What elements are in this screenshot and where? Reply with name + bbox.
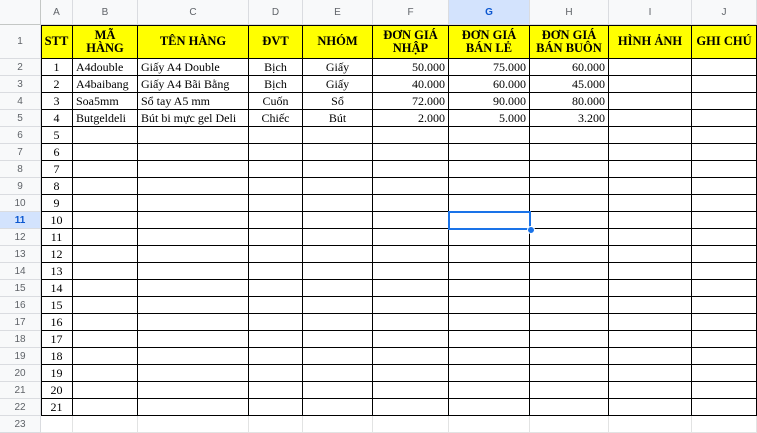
cell-h6[interactable] [530,127,609,144]
cell-b18[interactable] [73,331,138,348]
row-header-22[interactable]: 22 [0,399,41,416]
cell-e2[interactable]: Giấy [303,59,373,76]
cell-e21[interactable] [303,382,373,399]
cell-f2[interactable]: 50.000 [373,59,449,76]
cell-j9[interactable] [692,178,757,195]
cell-g6[interactable] [449,127,530,144]
cell-h16[interactable] [530,297,609,314]
cell-g11[interactable] [449,212,530,229]
cell-b10[interactable] [73,195,138,212]
cell-j18[interactable] [692,331,757,348]
cell-f7[interactable] [373,144,449,161]
cell-c7[interactable] [138,144,249,161]
cell-c21[interactable] [138,382,249,399]
cell-j16[interactable] [692,297,757,314]
header-cell-i[interactable]: HÌNH ẢNH [609,25,692,59]
cell-j20[interactable] [692,365,757,382]
cell-b5[interactable]: Butgeldeli [73,110,138,127]
cell-h10[interactable] [530,195,609,212]
cell-d12[interactable] [249,229,303,246]
cell-d15[interactable] [249,280,303,297]
row-header-5[interactable]: 5 [0,110,41,127]
row-header-17[interactable]: 17 [0,314,41,331]
cell-f23[interactable] [373,416,449,433]
cell-d17[interactable] [249,314,303,331]
row-header-4[interactable]: 4 [0,93,41,110]
cell-b15[interactable] [73,280,138,297]
row-header-15[interactable]: 15 [0,280,41,297]
cell-h2[interactable]: 60.000 [530,59,609,76]
row-header-6[interactable]: 6 [0,127,41,144]
cell-e22[interactable] [303,399,373,416]
cell-f19[interactable] [373,348,449,365]
cell-c12[interactable] [138,229,249,246]
row-header-9[interactable]: 9 [0,178,41,195]
cell-f5[interactable]: 2.000 [373,110,449,127]
column-header-g[interactable]: G [449,0,530,25]
cell-g20[interactable] [449,365,530,382]
cell-a15[interactable]: 14 [41,280,73,297]
cell-h23[interactable] [530,416,609,433]
cell-c5[interactable]: Bút bi mực gel Deli [138,110,249,127]
cell-d14[interactable] [249,263,303,280]
cell-i11[interactable] [609,212,692,229]
cell-b22[interactable] [73,399,138,416]
cell-f6[interactable] [373,127,449,144]
cell-a10[interactable]: 9 [41,195,73,212]
cell-c9[interactable] [138,178,249,195]
cell-e16[interactable] [303,297,373,314]
cell-f22[interactable] [373,399,449,416]
row-header-13[interactable]: 13 [0,246,41,263]
cell-a20[interactable]: 19 [41,365,73,382]
cell-b23[interactable] [73,416,138,433]
cell-h14[interactable] [530,263,609,280]
cell-g15[interactable] [449,280,530,297]
cell-b13[interactable] [73,246,138,263]
header-cell-h[interactable]: ĐƠN GIÁ BÁN BUÔN [530,25,609,59]
header-cell-j[interactable]: GHI CHÚ [692,25,757,59]
cell-e20[interactable] [303,365,373,382]
cell-i20[interactable] [609,365,692,382]
cell-d10[interactable] [249,195,303,212]
cell-g2[interactable]: 75.000 [449,59,530,76]
cell-g8[interactable] [449,161,530,178]
cell-i13[interactable] [609,246,692,263]
cell-f4[interactable]: 72.000 [373,93,449,110]
cell-i21[interactable] [609,382,692,399]
row-header-14[interactable]: 14 [0,263,41,280]
cell-a2[interactable]: 1 [41,59,73,76]
column-header-d[interactable]: D [249,0,303,25]
cell-c19[interactable] [138,348,249,365]
cell-g13[interactable] [449,246,530,263]
row-header-16[interactable]: 16 [0,297,41,314]
row-header-20[interactable]: 20 [0,365,41,382]
column-header-j[interactable]: J [692,0,757,25]
row-header-18[interactable]: 18 [0,331,41,348]
cell-f15[interactable] [373,280,449,297]
cell-a22[interactable]: 21 [41,399,73,416]
cell-e10[interactable] [303,195,373,212]
table-top-border [41,25,757,26]
cell-c10[interactable] [138,195,249,212]
cell-f14[interactable] [373,263,449,280]
cell-e3[interactable]: Giấy [303,76,373,93]
cell-j8[interactable] [692,161,757,178]
cell-a3[interactable]: 2 [41,76,73,93]
cell-d3[interactable]: Bịch [249,76,303,93]
cell-e23[interactable] [303,416,373,433]
cell-h12[interactable] [530,229,609,246]
cell-f9[interactable] [373,178,449,195]
header-cell-b[interactable]: MÃ HÀNG [73,25,138,59]
header-cell-f[interactable]: ĐƠN GIÁ NHẬP [373,25,449,59]
cell-g12[interactable] [449,229,530,246]
cell-b6[interactable] [73,127,138,144]
row-header-12[interactable]: 12 [0,229,41,246]
header-cell-a[interactable]: STT [41,25,73,59]
cell-h4[interactable]: 80.000 [530,93,609,110]
cell-b21[interactable] [73,382,138,399]
cell-j14[interactable] [692,263,757,280]
cell-f18[interactable] [373,331,449,348]
column-header-b[interactable]: B [73,0,138,25]
cell-d23[interactable] [249,416,303,433]
cell-d20[interactable] [249,365,303,382]
cell-c15[interactable] [138,280,249,297]
row-header-7[interactable]: 7 [0,144,41,161]
cell-d9[interactable] [249,178,303,195]
cell-c16[interactable] [138,297,249,314]
cell-e15[interactable] [303,280,373,297]
cell-g3[interactable]: 60.000 [449,76,530,93]
cell-c8[interactable] [138,161,249,178]
select-all-corner[interactable] [0,0,41,25]
cell-j19[interactable] [692,348,757,365]
cell-a19[interactable]: 18 [41,348,73,365]
cell-i22[interactable] [609,399,692,416]
cell-b9[interactable] [73,178,138,195]
cell-h15[interactable] [530,280,609,297]
cell-c3[interactable]: Giấy A4 Bãi Bằng [138,76,249,93]
cell-b12[interactable] [73,229,138,246]
cell-f10[interactable] [373,195,449,212]
cell-i10[interactable] [609,195,692,212]
cell-j2[interactable] [692,59,757,76]
cell-g10[interactable] [449,195,530,212]
cell-h18[interactable] [530,331,609,348]
cell-f3[interactable]: 40.000 [373,76,449,93]
cell-c6[interactable] [138,127,249,144]
cell-f8[interactable] [373,161,449,178]
cell-i4[interactable] [609,93,692,110]
cell-e11[interactable] [303,212,373,229]
cell-b4[interactable]: Soa5mm [73,93,138,110]
cell-g21[interactable] [449,382,530,399]
column-header-c[interactable]: C [138,0,249,25]
cell-e14[interactable] [303,263,373,280]
cell-g16[interactable] [449,297,530,314]
cell-f17[interactable] [373,314,449,331]
cell-e5[interactable]: Bút [303,110,373,127]
cell-a23[interactable] [41,416,73,433]
cell-a16[interactable]: 15 [41,297,73,314]
cell-e9[interactable] [303,178,373,195]
cell-d22[interactable] [249,399,303,416]
cell-j13[interactable] [692,246,757,263]
cell-g14[interactable] [449,263,530,280]
cell-b17[interactable] [73,314,138,331]
cell-b14[interactable] [73,263,138,280]
cell-g17[interactable] [449,314,530,331]
cell-j21[interactable] [692,382,757,399]
cell-e18[interactable] [303,331,373,348]
fill-handle[interactable] [527,226,535,234]
cell-b3[interactable]: A4baibang [73,76,138,93]
row-header-1[interactable]: 1 [0,25,41,59]
cell-g4[interactable]: 90.000 [449,93,530,110]
cell-e12[interactable] [303,229,373,246]
cell-a14[interactable]: 13 [41,263,73,280]
cell-j23[interactable] [692,416,757,433]
cell-a4[interactable]: 3 [41,93,73,110]
cell-e17[interactable] [303,314,373,331]
cell-g9[interactable] [449,178,530,195]
cell-h17[interactable] [530,314,609,331]
cell-a6[interactable]: 5 [41,127,73,144]
row-header-10[interactable]: 10 [0,195,41,212]
cell-d13[interactable] [249,246,303,263]
cell-g23[interactable] [449,416,530,433]
cell-a5[interactable]: 4 [41,110,73,127]
cell-a9[interactable]: 8 [41,178,73,195]
cell-d5[interactable]: Chiếc [249,110,303,127]
cell-d19[interactable] [249,348,303,365]
column-header-e[interactable]: E [303,0,373,25]
cell-a12[interactable]: 11 [41,229,73,246]
cell-j4[interactable] [692,93,757,110]
cell-d16[interactable] [249,297,303,314]
cell-i12[interactable] [609,229,692,246]
cell-f11[interactable] [373,212,449,229]
cell-d11[interactable] [249,212,303,229]
cell-g22[interactable] [449,399,530,416]
cell-g5[interactable]: 5.000 [449,110,530,127]
cell-i9[interactable] [609,178,692,195]
cell-a17[interactable]: 16 [41,314,73,331]
cell-f20[interactable] [373,365,449,382]
cell-j5[interactable] [692,110,757,127]
cell-c23[interactable] [138,416,249,433]
cell-j15[interactable] [692,280,757,297]
cell-i23[interactable] [609,416,692,433]
header-cell-e[interactable]: NHÓM [303,25,373,59]
cell-b16[interactable] [73,297,138,314]
cell-h11[interactable] [530,212,609,229]
cell-c11[interactable] [138,212,249,229]
cell-i17[interactable] [609,314,692,331]
cell-d18[interactable] [249,331,303,348]
row-header-19[interactable]: 19 [0,348,41,365]
cell-h9[interactable] [530,178,609,195]
cell-j7[interactable] [692,144,757,161]
cell-c2[interactable]: Giấy A4 Double [138,59,249,76]
cell-h20[interactable] [530,365,609,382]
cell-d4[interactable]: Cuốn [249,93,303,110]
header-cell-d[interactable]: ĐVT [249,25,303,59]
cell-b20[interactable] [73,365,138,382]
cell-b2[interactable]: A4double [73,59,138,76]
row-header-11[interactable]: 11 [0,212,41,229]
cell-b7[interactable] [73,144,138,161]
cell-i3[interactable] [609,76,692,93]
cell-b8[interactable] [73,161,138,178]
cell-h7[interactable] [530,144,609,161]
cell-a21[interactable]: 20 [41,382,73,399]
row-header-2[interactable]: 2 [0,59,41,76]
cell-h5[interactable]: 3.200 [530,110,609,127]
cell-i8[interactable] [609,161,692,178]
row-header-8[interactable]: 8 [0,161,41,178]
row-header-3[interactable]: 3 [0,76,41,93]
cell-j22[interactable] [692,399,757,416]
cell-h22[interactable] [530,399,609,416]
cell-j6[interactable] [692,127,757,144]
cell-e4[interactable]: Sổ [303,93,373,110]
cell-a13[interactable]: 12 [41,246,73,263]
cell-j3[interactable] [692,76,757,93]
cell-e7[interactable] [303,144,373,161]
cell-c4[interactable]: Sổ tay A5 mm [138,93,249,110]
column-header-h[interactable]: H [530,0,609,25]
cell-c20[interactable] [138,365,249,382]
cell-f13[interactable] [373,246,449,263]
row-header-21[interactable]: 21 [0,382,41,399]
cell-g19[interactable] [449,348,530,365]
cell-c13[interactable] [138,246,249,263]
header-cell-g[interactable]: ĐƠN GIÁ BÁN LẺ [449,25,530,59]
cell-c22[interactable] [138,399,249,416]
header-cell-c[interactable]: TÊN HÀNG [138,25,249,59]
column-header-i[interactable]: I [609,0,692,25]
cell-e8[interactable] [303,161,373,178]
cell-d7[interactable] [249,144,303,161]
cell-f16[interactable] [373,297,449,314]
cell-j17[interactable] [692,314,757,331]
cell-e6[interactable] [303,127,373,144]
cell-i14[interactable] [609,263,692,280]
cell-b11[interactable] [73,212,138,229]
cell-j12[interactable] [692,229,757,246]
cell-e19[interactable] [303,348,373,365]
cell-h8[interactable] [530,161,609,178]
cell-i19[interactable] [609,348,692,365]
cell-d6[interactable] [249,127,303,144]
column-header-a[interactable]: A [41,0,73,25]
cell-d8[interactable] [249,161,303,178]
column-header-f[interactable]: F [373,0,449,25]
cell-a11[interactable]: 10 [41,212,73,229]
cell-i18[interactable] [609,331,692,348]
cell-j11[interactable] [692,212,757,229]
cell-d2[interactable]: Bịch [249,59,303,76]
cell-i16[interactable] [609,297,692,314]
cell-g18[interactable] [449,331,530,348]
cell-g7[interactable] [449,144,530,161]
cell-d21[interactable] [249,382,303,399]
cell-c17[interactable] [138,314,249,331]
cell-a7[interactable]: 6 [41,144,73,161]
cell-c18[interactable] [138,331,249,348]
cell-h3[interactable]: 45.000 [530,76,609,93]
table-left-border [41,25,42,416]
cell-a8[interactable]: 7 [41,161,73,178]
cell-b19[interactable] [73,348,138,365]
cell-f12[interactable] [373,229,449,246]
cell-i5[interactable] [609,110,692,127]
cell-j10[interactable] [692,195,757,212]
cell-c14[interactable] [138,263,249,280]
cell-h13[interactable] [530,246,609,263]
cell-h19[interactable] [530,348,609,365]
cell-i7[interactable] [609,144,692,161]
cell-i15[interactable] [609,280,692,297]
row-header-23[interactable]: 23 [0,416,41,433]
cell-h21[interactable] [530,382,609,399]
cell-i6[interactable] [609,127,692,144]
cell-a18[interactable]: 17 [41,331,73,348]
cell-i2[interactable] [609,59,692,76]
cell-e13[interactable] [303,246,373,263]
cell-f21[interactable] [373,382,449,399]
